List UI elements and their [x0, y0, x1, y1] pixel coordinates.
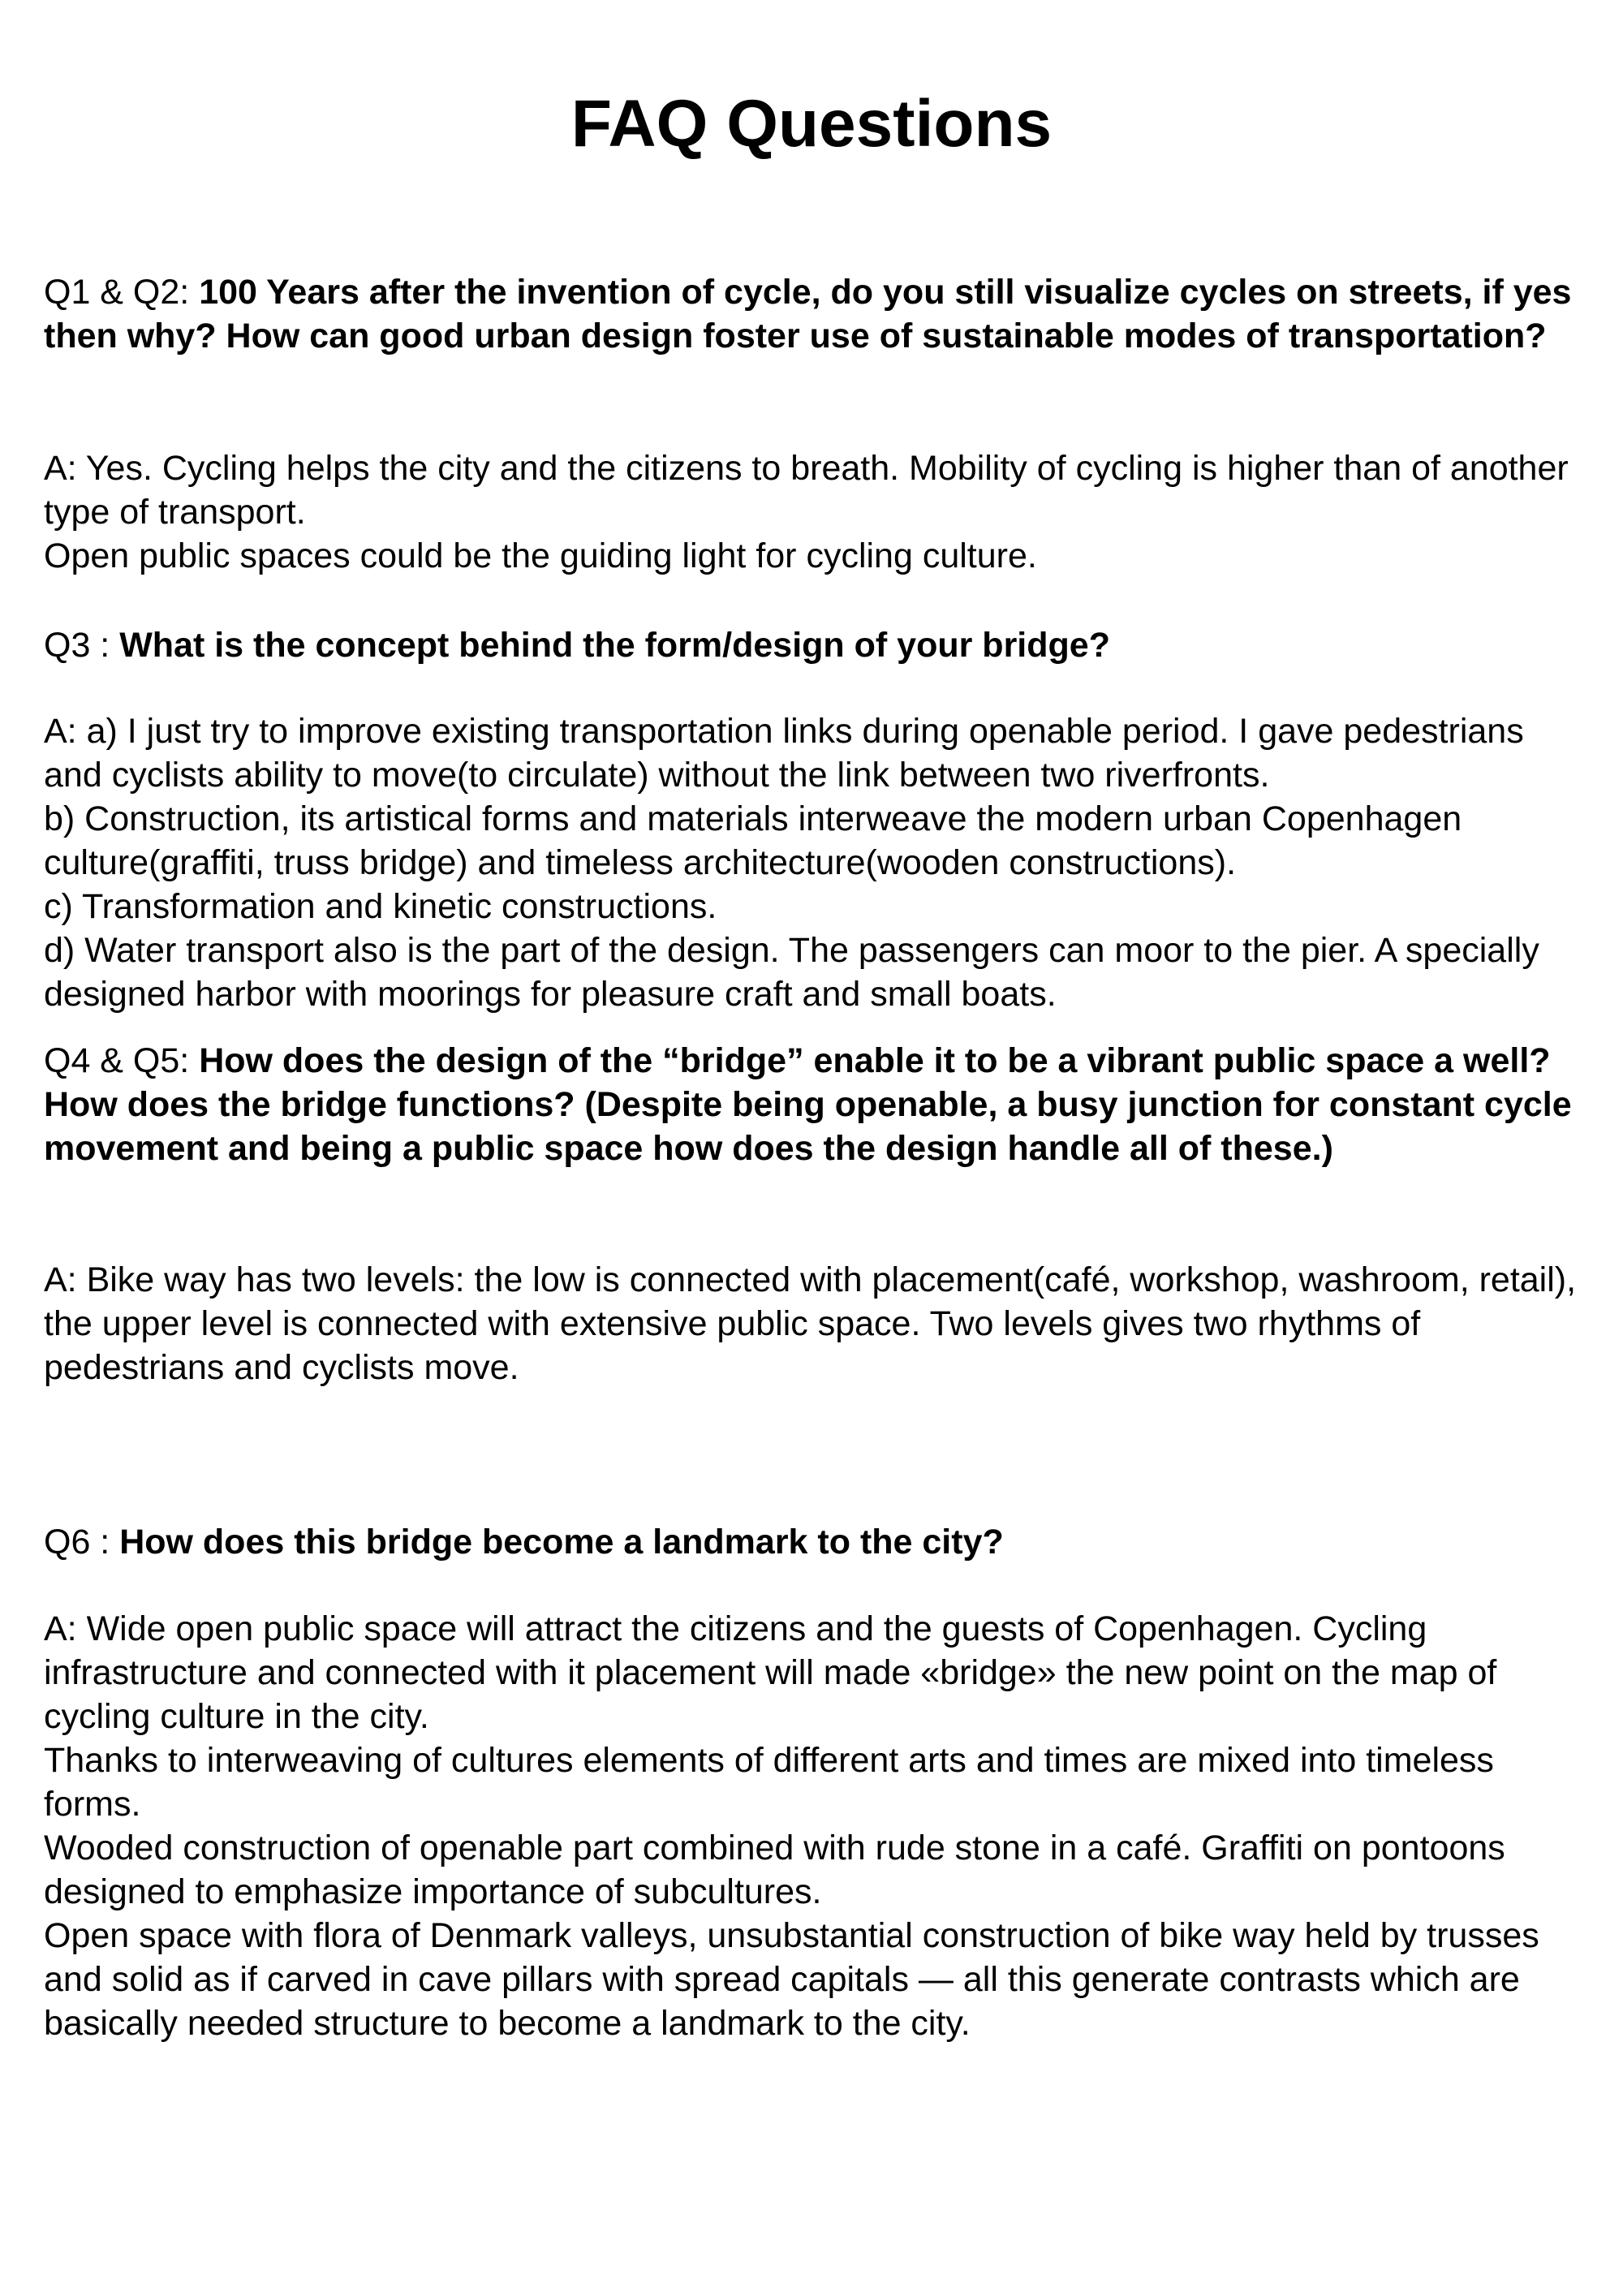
answer-paragraph: Wooded construction of openable part combined with rude stone in a café. Graffiti on pontoons designed to emphasize importance of subcultures.	[44, 1829, 1505, 1911]
faq-answer-q6	[44, 1607, 1586, 2045]
faq-answer-q4-q5	[44, 1258, 1586, 1389]
question-label: Q4 & Q5:	[44, 1041, 200, 1080]
question-text: 100 Years after the invention of cycle, do you still visualize cycles on streets, if yes then why? How can good urban design foster use of sustainable modes of transportation?	[44, 273, 1572, 355]
answer-paragraph: c) Transformation and kinetic constructions.	[44, 887, 717, 926]
question-label: Q1 & Q2:	[44, 273, 200, 312]
question-label: Q3 :	[44, 626, 120, 665]
faq-question-q3	[44, 623, 1586, 667]
question-label: Q6 :	[44, 1523, 120, 1562]
question-text: How does the design of the “bridge” enable it to be a vibrant public space a well? How does the bridge functions? (Despite being openable, a busy junction for constant cycle movement and being a public space how does the design handle all of these.)	[44, 1041, 1572, 1168]
answer-paragraph: A: Yes. Cycling helps the city and the citizens to breath. Mobility of cycling is higher than of another type of transport.	[44, 449, 1569, 532]
faq-answer-q3	[44, 709, 1586, 1016]
answer-paragraph: A: a) I just try to improve existing transportation links during openable period. I gave pedestrians and cyclists ability to move(to circulate) without the link between two riverfronts.	[44, 712, 1524, 795]
question-text: How does this bridge become a landmark to the city?	[119, 1523, 1004, 1562]
page-title: FAQ Questions	[570, 87, 1053, 161]
answer-paragraph: A: Wide open public space will attract the citizens and the guests of Copenhagen. Cycling infrastructure and connected with it placement will made «bridge» the new point on the map of cycling culture in the city.	[44, 1609, 1497, 1736]
faq-question-q6	[44, 1520, 1586, 1564]
faq-question-q4-q5	[44, 1039, 1586, 1170]
answer-paragraph: A: Bike way has two levels: the low is connected with placement(café, workshop, washroom, retail), the upper level is connected with extensive public space. Two levels gives two rhythms of pedestrians and cyclists move.	[44, 1260, 1577, 1387]
answer-paragraph: Open space with flora of Denmark valleys, unsubstantial construction of bike way held by trusses and solid as if carved in cave pillars with spread capitals — all this generate contrasts which are basically needed structure to become a landmark to the city.	[44, 1916, 1539, 2043]
answer-paragraph: b) Construction, its artistical forms and materials interweave the modern urban Copenhagen culture(graffiti, truss bridge) and timeless architecture(wooden constructions).	[44, 799, 1462, 882]
answer-paragraph: Open public spaces could be the guiding light for cycling culture.	[44, 536, 1037, 575]
question-text: What is the concept behind the form/design of your bridge?	[119, 626, 1110, 665]
answer-paragraph: Thanks to interweaving of cultures elements of different arts and times are mixed into timeless forms.	[44, 1741, 1494, 1824]
faq-answer-q1-q2	[44, 446, 1586, 578]
faq-question-q1-q2	[44, 270, 1586, 358]
answer-paragraph: d) Water transport also is the part of the design. The passengers can moor to the pier. A specially designed harbor with moorings for pleasure craft and small boats.	[44, 931, 1539, 1014]
